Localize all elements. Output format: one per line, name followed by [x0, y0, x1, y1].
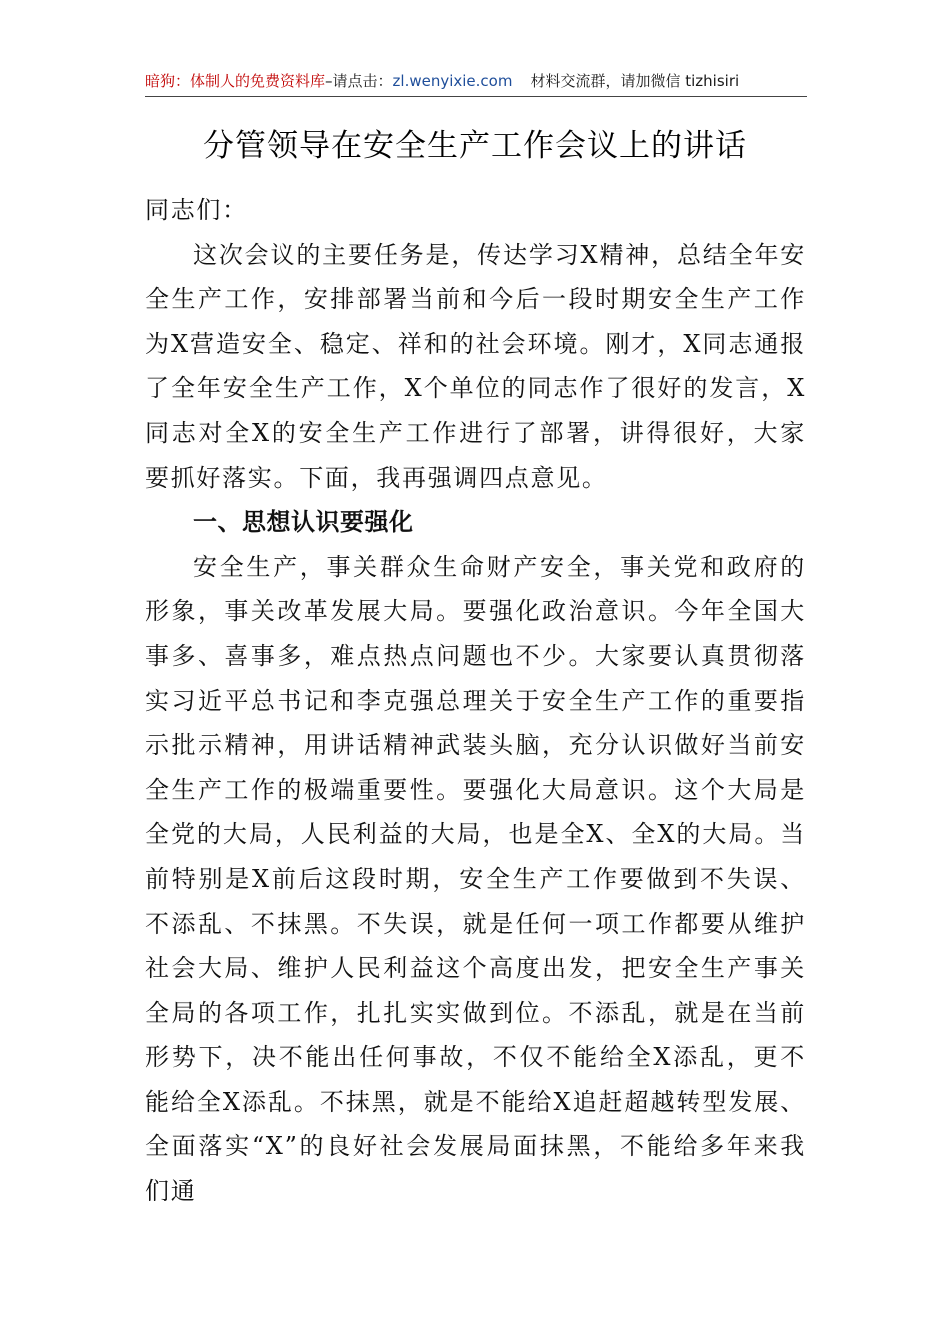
document-title: 分管领导在安全生产工作会议上的讲话 [203, 128, 747, 164]
paragraph-section-1: 安全生产，事关群众生命财产安全，事关党和政府的形象，事关改革发展大局。要强化政治意识。今年全国大事多、喜事多，难点热点问题也不少。大家要认真贯彻落实习近平总书记和李克强总理关于安全生产工作的重要指示批示精神，用讲话精神武装头脑，充分认识做好当前安全生产工作的极端重要性。要强化大局意识。这个大局是全党的大局，人民利益的大局，也是全X、全X的大局。当前特别是X前后这段时期，安全生产工作要做到不失误、不添乱、不抹黑。不失误，就是任何一项工作都要从维护社会大局、维护人民利益这个高度出发，把安全生产事关全局的各项工作，扎扎实实做到位。不添乱，就是在当前形势下，决不能出任何事故，不仅不能给全X添乱，更不能给全X添乱。不抹黑，就是不能给X追赶超越转型发展、全面落实“X”的良好社会发展局面抹黑，不能给多年来我们通 [145, 552, 806, 1206]
paragraph-intro: 这次会议的主要任务是，传达学习X精神，总结全年安全生产工作，安排部署当前和今后一段时期安全生产工作为X营造安全、稳定、祥和的社会环境。刚才，X同志通报了全年安全生产工作，X个单位的同志作了很好的发言，X同志对全X的安全生产工作进行了部署，讲得很好，大家要抓好落实。下面，我再强调四点意见。 [145, 240, 806, 492]
site-url-link[interactable]: zl.wenyixie.com [392, 72, 513, 90]
salutation: 同志们： [145, 196, 248, 224]
header-divider [145, 96, 807, 97]
wechat-note: 材料交流群，请加微信 tizhisiri [530, 72, 740, 90]
page-header [145, 68, 805, 94]
site-label: 暗狗：体制人的免费资料库 [145, 72, 326, 90]
click-label: –请点击： [325, 72, 393, 90]
section-heading-1: 一、思想认识要强化 [193, 508, 414, 537]
document-body [145, 188, 806, 1214]
